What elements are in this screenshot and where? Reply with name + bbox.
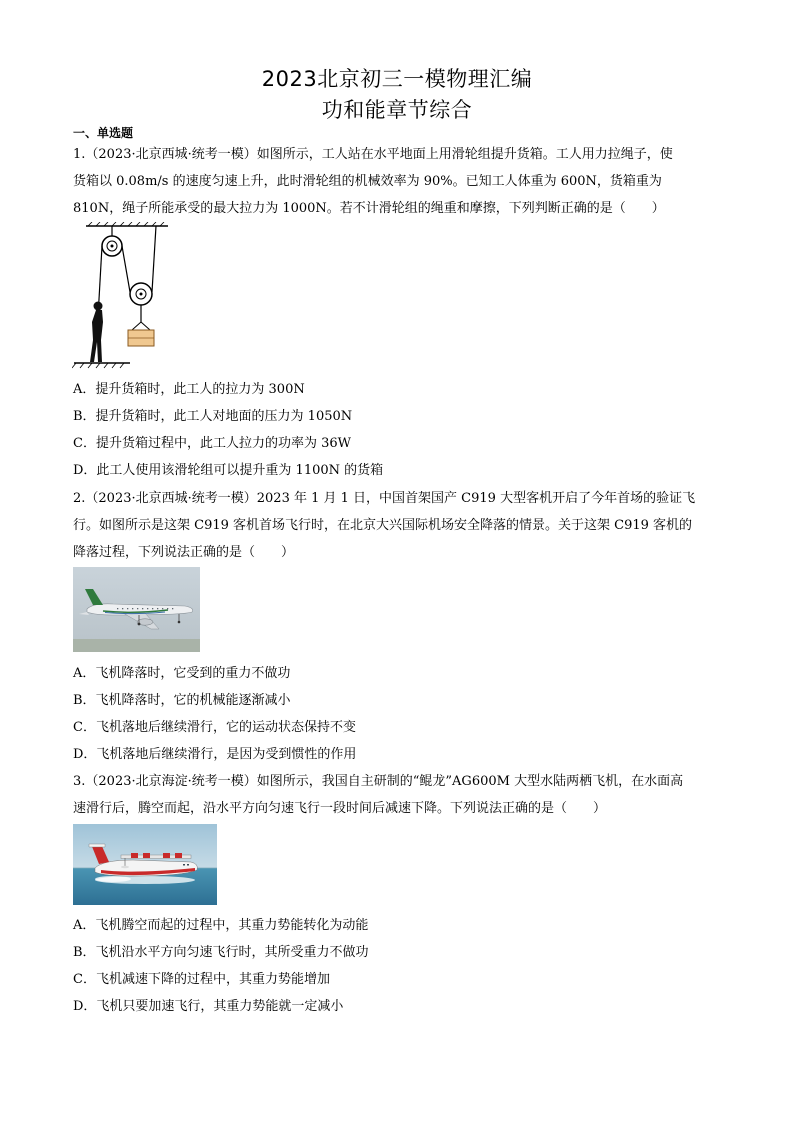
- q3-option-a: A．飞机腾空而起的过程中，其重力势能转化为动能: [73, 918, 369, 933]
- q3-option-b: B．飞机沿水平方向匀速飞行时，其所受重力不做功: [73, 945, 369, 960]
- q2-option-d: D．飞机落地后继续滑行，是因为受到惯性的作用: [73, 747, 357, 762]
- document-title: 2023北京初三一模物理汇编: [261, 67, 533, 91]
- q2-option-c: C．飞机落地后继续滑行，它的运动状态保持不变: [73, 720, 356, 735]
- q1-stem-line-1: 1.（2023·北京西城·统考一模）如图所示，工人站在水平地面上用滑轮组提升货箱。工人用力拉绳子，使: [73, 147, 673, 162]
- document-subtitle: 功和能章节综合: [321, 98, 473, 122]
- q2-option-b: B．飞机降落时，它的机械能逐渐减小: [73, 693, 291, 708]
- c919-aircraft-photo: [73, 567, 200, 652]
- q3-option-c: C．飞机减速下降的过程中，其重力势能增加: [73, 972, 330, 987]
- q1-stem-line-3: 810N，绳子所能承受的最大拉力为 1000N。若不计滑轮组的绳重和摩擦，下列判断正确的是（ ）: [73, 201, 665, 216]
- q2-option-a: A．飞机降落时，它受到的重力不做功: [73, 666, 291, 681]
- section-heading: 一、单选题: [73, 126, 134, 140]
- q3-stem-line-1: 3.（2023·北京海淀·统考一模）如图所示，我国自主研制的“鲲龙”AG600M 大型水陆两栖飞机，在水面高: [73, 774, 684, 789]
- q1-option-d: D．此工人使用该滑轮组可以提升重为 1100N 的货箱: [73, 463, 384, 478]
- q1-option-c: C．提升货箱过程中，此工人拉力的功率为 36W: [73, 436, 351, 451]
- q1-option-b: B．提升货箱时，此工人对地面的压力为 1050N: [73, 409, 353, 424]
- q2-stem-line-2: 行。如图所示是这架 C919 客机首场飞行时，在北京大兴国际机场安全降落的情景。关于这架 C919 客机的: [73, 518, 693, 533]
- q2-stem-line-1: 2.（2023·北京西城·统考一模）2023 年 1 月 1 日，中国首架国产 C919 大型客机开启了今年首场的验证飞: [73, 491, 696, 506]
- pulley-system-figure: [72, 222, 172, 370]
- ag600m-amphibious-aircraft-photo: [73, 824, 217, 905]
- q1-stem-line-2: 货箱以 0.08m/s 的速度匀速上升，此时滑轮组的机械效率为 90%。已知工人体重为 600N，货箱重为: [73, 174, 662, 189]
- q1-option-a: A．提升货箱时，此工人的拉力为 300N: [73, 382, 305, 397]
- q2-stem-line-3: 降落过程，下列说法正确的是（ ）: [73, 545, 295, 560]
- q3-option-d: D．飞机只要加速飞行，其重力势能就一定减小: [73, 999, 344, 1014]
- q3-stem-line-2: 速滑行后，腾空而起，沿水平方向匀速飞行一段时间后减速下降。下列说法正确的是（ ）: [73, 801, 607, 816]
